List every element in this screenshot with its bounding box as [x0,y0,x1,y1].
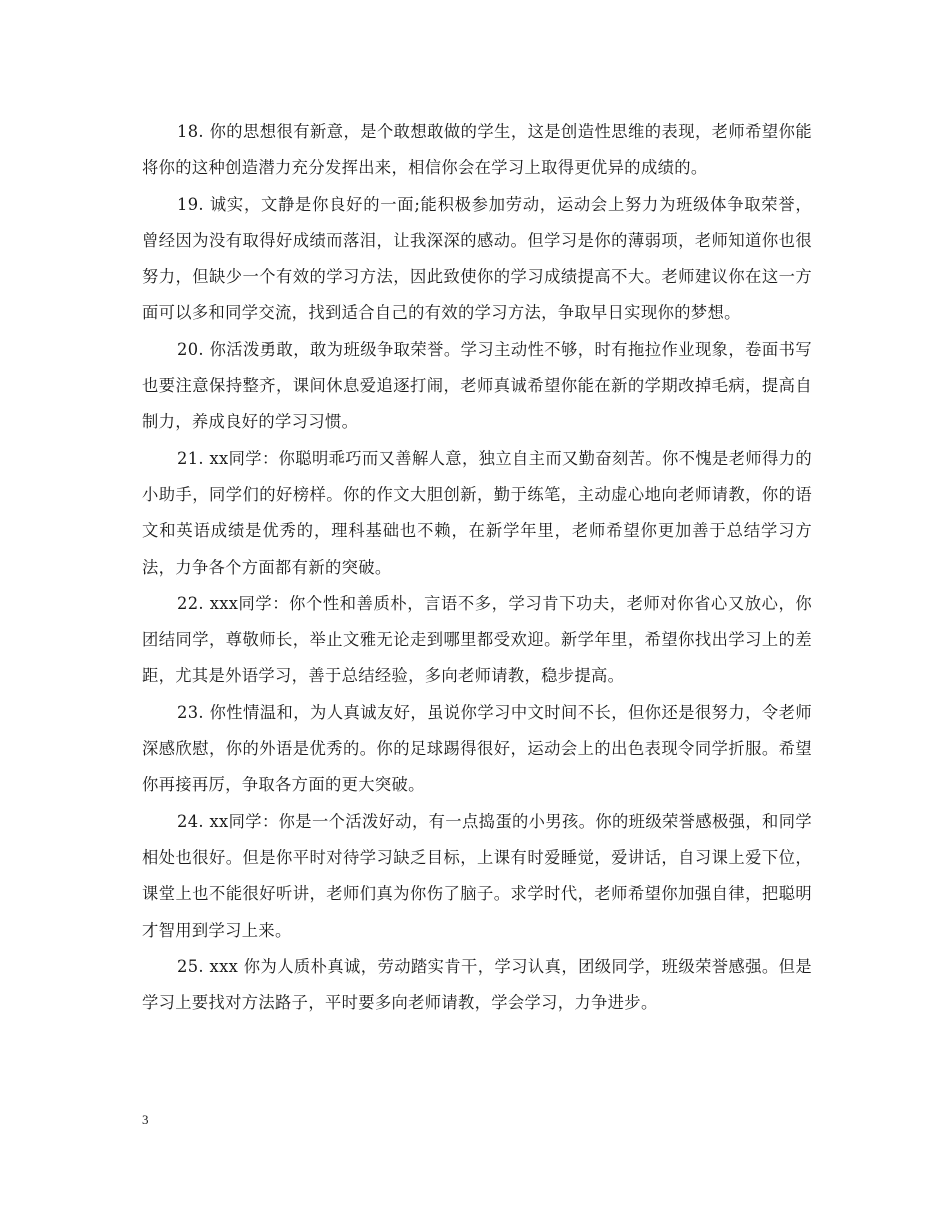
paragraph-18: 18. 你的思想很有新意，是个敢想敢做的学生，这是创造性思维的表现，老师希望你能将你的这种创造潜力充分发挥出来，相信你会在学习上取得更优异的成绩的。 [142,122,812,178]
paragraph-25: 25. xxx 你为人质朴真诚，劳动踏实肯干，学习认真，团级同学，班级荣誉感强。但是学习上要找对方法路子，平时要多向老师请教，学会学习，力争进步。 [142,956,812,1013]
paragraph-23: 23. 你性情温和，为人真诚友好，虽说你学习中文时间不长，但你还是很努力，令老师深感欣慰，你的外语是优秀的。你的足球踢得很好，运动会上的出色表现令同学折服。希望你再接再厉，争取各方面的更大突破。 [142,702,812,795]
paragraph-22: 22. xxx同学：你个性和善质朴，言语不多，学习肯下功夫，老师对你省心又放心，你团结同学，尊敬师长，举止文雅无论走到哪里都受欢迎。新学年里，希望你找出学习上的差距，尤其是外语学习，善于总结经验，多向老师请教，稳步提高。 [142,593,812,686]
paragraph-24: 24. xx同学：你是一个活泼好动，有一点捣蛋的小男孩。你的班级荣誉感极强，和同学相处也很好。但是你平时对待学习缺乏目标，上课有时爱睡觉，爱讲话，自习课上爱下位，课堂上也不能很好听讲，老师们真为你伤了脑子。求学时代，老师希望你加强自律，把聪明才智用到学习上来。 [142,811,812,940]
paragraph-20: 20. 你活泼勇敢，敢为班级争取荣誉。学习主动性不够，时有拖拉作业现象，卷面书写也要注意保持整齐，课间休息爱追逐打闹，老师真诚希望你能在新的学期改掉毛病，提高自制力，养成良好的学习习惯。 [142,339,812,432]
document-body [142,114,812,1021]
paragraph-21: 21. xx同学：你聪明乖巧而又善解人意，独立自主而又勤奋刻苦。你不愧是老师得力的小助手，同学们的好榜样。你的作文大胆创新，勤于练笔，主动虚心地向老师请教，你的语文和英语成绩是优秀的，理科基础也不赖，在新学年里，老师希望你更加善于总结学习方法，力争各个方面都有新的突破。 [142,448,812,577]
paragraph-19: 19. 诚实，文静是你良好的一面;能积极参加劳动，运动会上努力为班级体争取荣誉，曾经因为没有取得好成绩而落泪，让我深深的感动。但学习是你的薄弱项，老师知道你也很努力，但缺少一个有效的学习方法，因此致使你的学习成绩提高不大。老师建议你在这一方面可以多和同学交流，找到适合自己的有效的学习方法，争取早日实现你的梦想。 [142,194,812,323]
page-number: 3 [142,1112,149,1127]
